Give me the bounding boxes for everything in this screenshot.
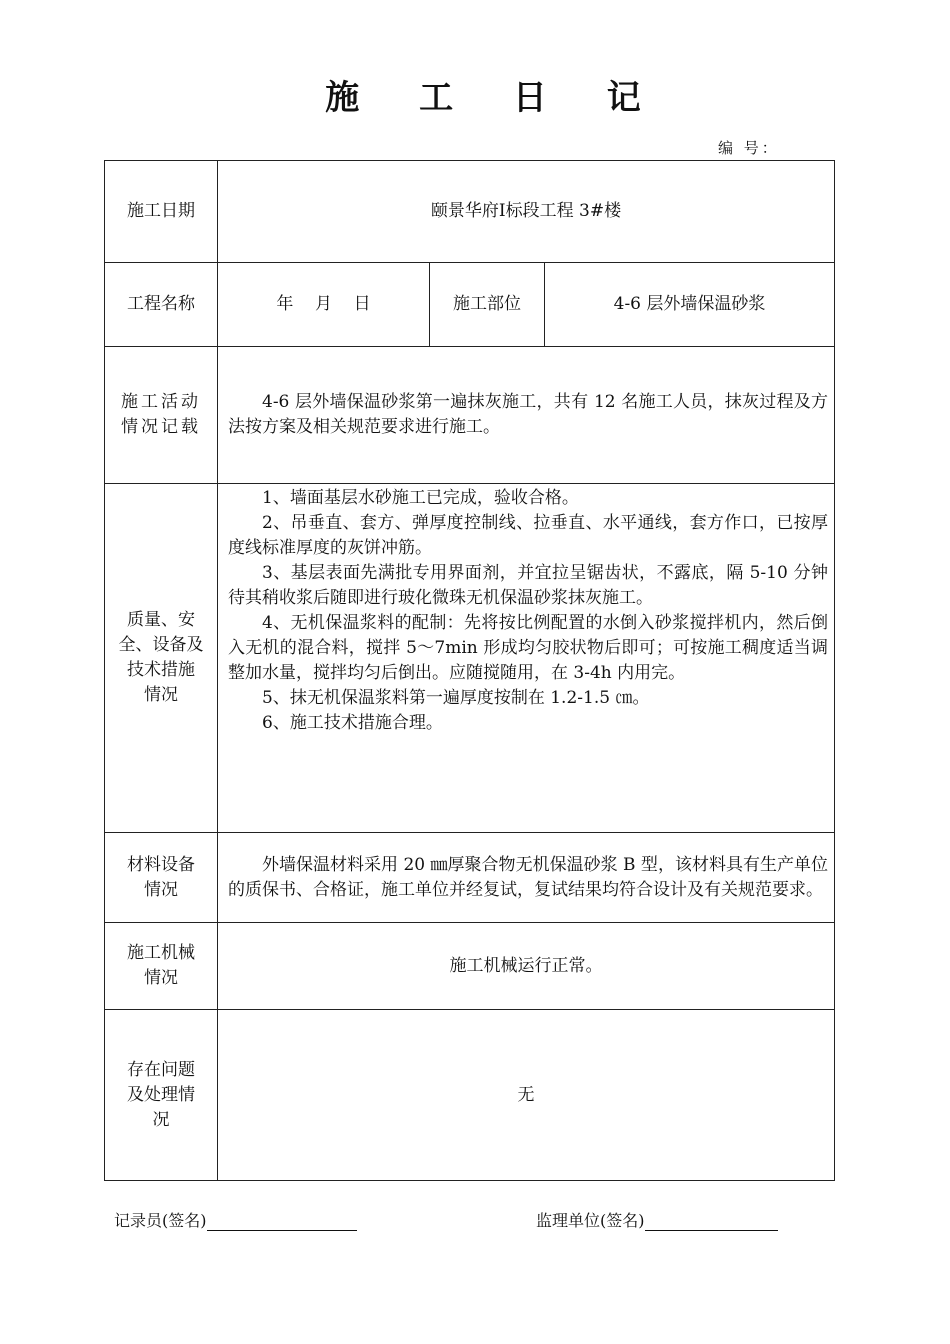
value-activity-record: 4-6 层外墙保温砂浆第一遍抹灰施工，共有 12 名施工人员，抹灰过程及方法按方案及相关规范要求进行施工。 bbox=[218, 347, 835, 484]
construction-diary-table bbox=[104, 160, 835, 1181]
label-activity-record bbox=[105, 347, 218, 484]
value-construction-date: 颐景华府Ⅰ标段工程 3#楼 bbox=[218, 161, 835, 263]
serial-number-label: 编 号： bbox=[718, 139, 780, 157]
row-activity-record bbox=[105, 347, 835, 484]
label-machinery bbox=[105, 923, 218, 1010]
label-line: 施工活动 bbox=[121, 392, 201, 412]
recorder-signature-line[interactable] bbox=[207, 1214, 357, 1231]
row-machinery bbox=[105, 923, 835, 1010]
label-construction-part: 施工部位 bbox=[430, 263, 545, 347]
value-machinery: 施工机械运行正常。 bbox=[218, 923, 835, 1010]
label-line: 情况 bbox=[144, 685, 178, 705]
label-line: 况 bbox=[152, 1109, 170, 1130]
label-line: 全、设备及 bbox=[118, 635, 204, 655]
label-line: 情况 bbox=[144, 968, 178, 988]
supervisor-label: 监理单位(签名) bbox=[536, 1211, 645, 1230]
value-project-name: 年 月 日 bbox=[218, 263, 430, 347]
list-item: 4、无机保温浆料的配制：先将按比例配置的水倒入砂浆搅拌机内，然后倒入无机的混合料，搅拌 5～7min 形成均匀胶状物后即可；可按施工稠度适当调整加水量，搅拌均匀后倒出。应随搅随用，在 3-4h 内用完。 bbox=[228, 613, 829, 683]
label-quality-safety bbox=[105, 484, 218, 833]
row-construction-date bbox=[105, 161, 835, 263]
page-title: 施 工 日 记 bbox=[325, 78, 665, 118]
label-line: 情况记载 bbox=[121, 417, 201, 437]
label-problems bbox=[105, 1010, 218, 1181]
list-item: 5、抹无机保温浆料第一遍厚度按制在 1.2-1.5 ㎝。 bbox=[262, 688, 650, 708]
supervisor-signature bbox=[536, 1208, 778, 1231]
value-construction-part: 4-6 层外墙保温砂浆 bbox=[545, 263, 835, 347]
label-line: 技术措施 bbox=[127, 660, 195, 680]
list-item: 6、施工技术措施合理。 bbox=[262, 713, 443, 733]
label-line: 施工机械 bbox=[127, 943, 195, 963]
row-problems bbox=[105, 1010, 835, 1181]
recorder-signature bbox=[114, 1208, 357, 1231]
supervisor-signature-line[interactable] bbox=[645, 1214, 778, 1231]
row-quality-safety bbox=[105, 484, 835, 833]
label-materials bbox=[105, 833, 218, 923]
value-materials: 外墙保温材料采用 20 ㎜厚聚合物无机保温砂浆 B 型，该材料具有生产单位的质保书、合格证，施工单位并经复试，复试结果均符合设计及有关规范要求。 bbox=[218, 833, 835, 923]
row-materials bbox=[105, 833, 835, 923]
label-project-name: 工程名称 bbox=[105, 263, 218, 347]
list-item: 3、基层表面先满批专用界面剂，并宜拉呈锯齿状，不露底，隔 5-10 分钟待其稍收浆后随即进行玻化微珠无机保温砂浆抹灰施工。 bbox=[228, 563, 829, 608]
value-problems: 无 bbox=[218, 1010, 835, 1181]
label-construction-date: 施工日期 bbox=[105, 161, 218, 263]
value-quality-safety bbox=[218, 484, 835, 833]
label-line: 情况 bbox=[144, 879, 178, 900]
label-line: 材料设备 bbox=[127, 854, 195, 875]
label-line: 存在问题 bbox=[127, 1059, 195, 1080]
row-project-name bbox=[105, 263, 835, 347]
label-line: 及处理情 bbox=[127, 1084, 195, 1105]
recorder-label: 记录员(签名) bbox=[114, 1211, 207, 1230]
list-item: 2、吊垂直、套方、弹厚度控制线、拉垂直、水平通线，套方作口，已按厚度线标准厚度的灰饼冲筋。 bbox=[228, 513, 829, 558]
list-item: 1、墙面基层水砂施工已完成，验收合格。 bbox=[262, 488, 579, 508]
label-line: 质量、安 bbox=[127, 610, 195, 630]
